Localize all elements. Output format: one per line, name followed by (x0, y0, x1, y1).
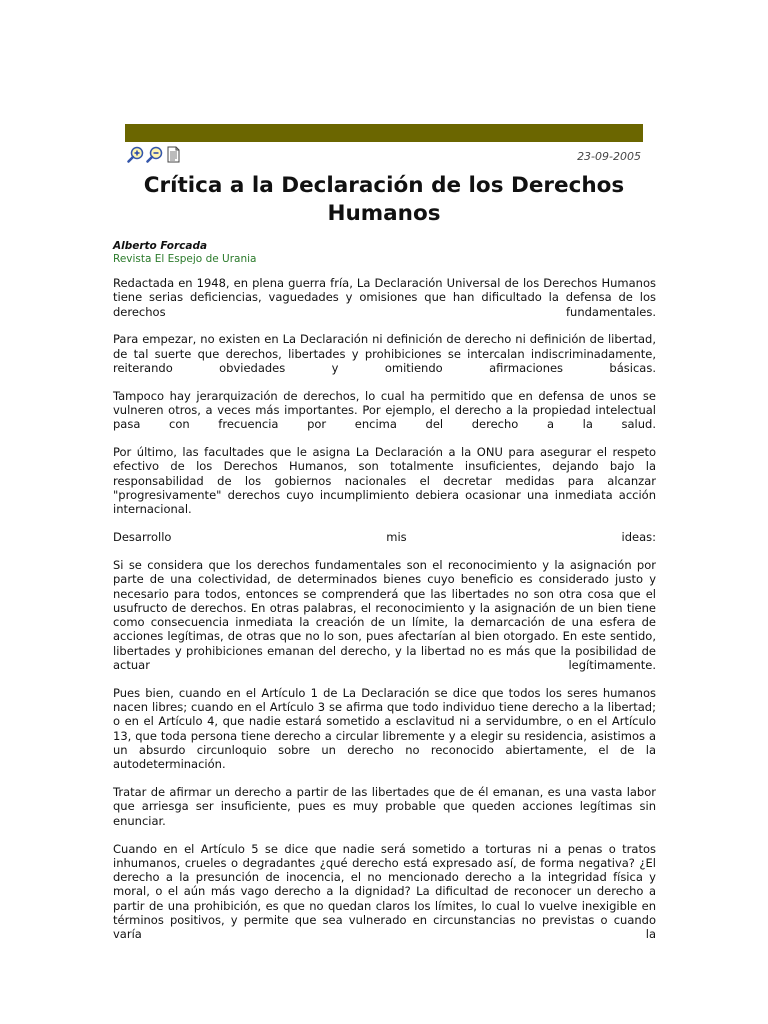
article-date: 23-09-2005 (577, 150, 641, 163)
article-title: Crítica a la Declaración de los Derechos Humanos (143, 173, 625, 226)
zoom-out-icon[interactable] (146, 146, 163, 163)
zoom-in-icon[interactable] (127, 146, 144, 163)
paragraph: Desarrollo mis ideas: (113, 530, 656, 545)
paragraph: Si se considera que los derechos fundamentales son el reconocimiento y la asignación por parte de una colectividad, de determinados bienes cuyo beneficio es considerado justo y necesario para todos, entonces se comprenderá que las libertades no son otra cosa que el usufructo de derechos. En otras palabras, el reconocimiento y la asignación de un bien tiene como consecuencia inmediata la creación de un límite, la demarcación de una esfera de acciones legítimas, de otras que no lo son, pues afectarían al bien otorgado. En este sentido, libertades y prohibiciones emanan del derecho, y la libertad no es más que la posibilidad de actuar legítimamente. (113, 557, 656, 673)
paragraph: Cuando en el Artículo 5 se dice que nadie será sometido a torturas ni a penas o tratos inhumanos, crueles o degradantes ¿qué derecho está expresado así, de forma negativa? ¿El derecho a la presunción de inocencia, el no mencionado derecho a la integridad física y moral, o el aún más vago derecho a la dignidad? La dificultad de reconocer un derecho a partir de una prohibición, es que no quedan claros los límites, lo cual lo vuelve inexigible en términos positivos, y permite que sea vulnerado en circunstancias no previstas o cuando varía la (113, 841, 656, 942)
toolbar (125, 146, 643, 166)
paragraph: Para empezar, no existen en La Declaración ni definición de derecho ni definición de libertad, de tal suerte que derechos, libertades y prohibiciones se intercalan indiscriminadamente, reiterando obviedades y omitiendo afirmaciones básicas. (113, 332, 656, 375)
article-body (113, 276, 656, 955)
paragraph: Tampoco hay jerarquización de derechos, lo cual ha permitido que en defensa de unos se vulneren otros, a veces más importantes. Por ejemplo, el derecho a la propiedad intelectual pasa con frecuencia por encima del derecho a la salud. (113, 388, 656, 432)
paragraph: Redactada en 1948, en plena guerra fría, La Declaración Universal de los Derechos Humanos tiene serias deficiencias, vaguedades y omisiones que han dificultado la defensa de los derechos fundamentales. (113, 276, 656, 319)
toolbar-icons (127, 146, 182, 163)
paragraph: Tratar de afirmar un derecho a partir de las libertades que de él emanan, es una vasta labor que arriesga ser insuficiente, pues es muy probable que queden acciones legítimas sin enunciar. (113, 785, 656, 828)
paragraph: Por último, las facultades que le asigna La Declaración a la ONU para asegurar el respeto efectivo de los Derechos Humanos, son totalmente insuficientes, dejando bajo la responsabilidad de los gobiernos nacionales el decretar medidas para alcanzar "progresivamente" derechos cuyo incumplimiento debiera ocasionar una inmediata acción internacional. (113, 445, 656, 517)
paragraph: Pues bien, cuando en el Artículo 1 de La Declaración se dice que todos los seres humanos nacen libres; cuando en el Artículo 3 se afirma que todo individuo tiene derecho a la libertad; o en el Artículo 4, que nadie estará sometido a esclavitud ni a servidumbre, o en el Artículo 13, que toda persona tiene derecho a circular libremente y a elegir su residencia, asistimos a un absurdo circunloquio sobre un derecho no reconocido abiertamente, el de la autodeterminación. (113, 685, 656, 772)
article-source: Revista El Espejo de Urania (113, 253, 257, 265)
document-icon[interactable] (165, 146, 182, 163)
article-author: Alberto Forcada (113, 240, 208, 252)
header-bar (125, 124, 643, 142)
